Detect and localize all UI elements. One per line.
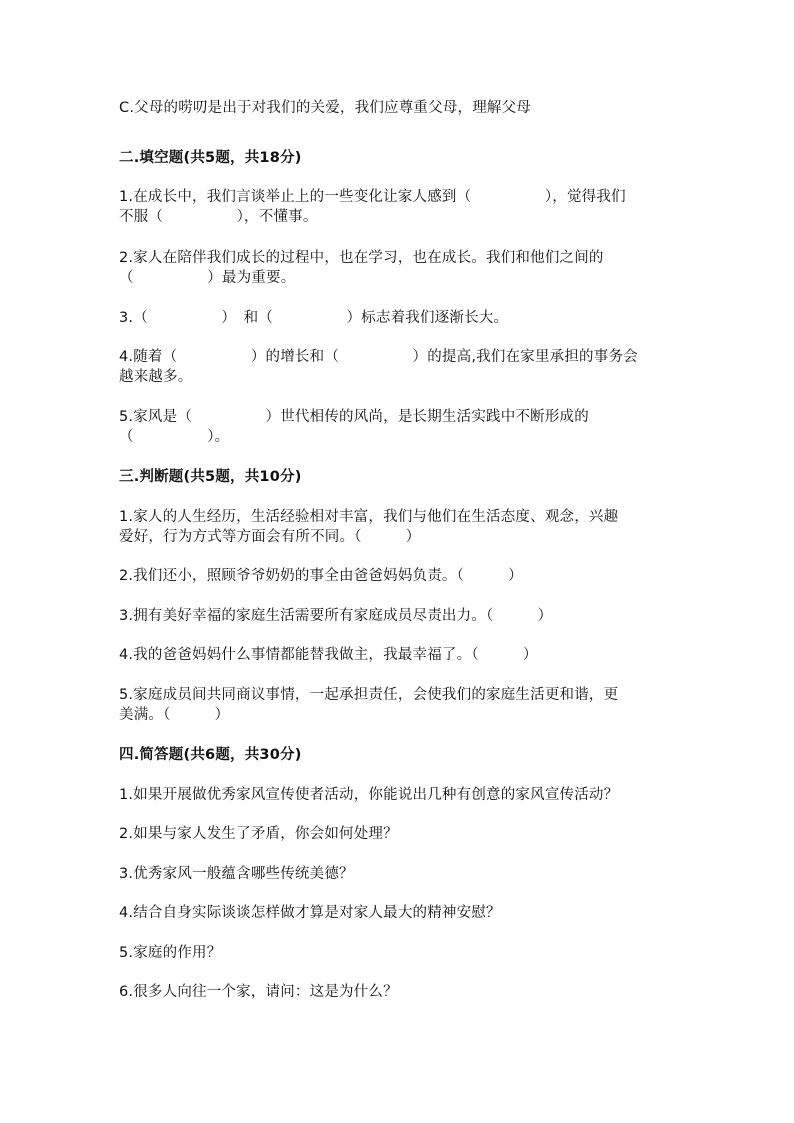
judge-q5-line1: 5.家庭成员间共同商议事情，一起承担责任，会使我们的家庭生活更和谐，更 bbox=[119, 687, 619, 703]
judge-q2-line1: 2.我们还小，照顾爷爷奶奶的事全由爸爸妈妈负责。（ ） bbox=[119, 568, 523, 584]
fill-q4-line1: 4.随着（ ）的增长和（ ）的提高,我们在家里承担的事务会 bbox=[119, 349, 638, 365]
fill-q2-line2: （ ）最为重要。 bbox=[119, 270, 296, 286]
short-q1: 1.如果开展做优秀家风宣传使者活动，你能说出几种有创意的家风宣传活动？ bbox=[119, 787, 619, 803]
short-q2: 2.如果与家人发生了矛盾，你会如何处理？ bbox=[119, 826, 398, 842]
short-q4: 4.结合自身实际谈谈怎样做才算是对家人最大的精神安慰？ bbox=[119, 905, 501, 921]
fill-q4-line2: 越来越多。 bbox=[119, 369, 193, 385]
section3-title: 三.判断题(共5题，共10分) bbox=[119, 469, 302, 485]
fill-q1-line2: 不服（ ），不懂事。 bbox=[119, 209, 318, 225]
option-c: C.父母的唠叨是出于对我们的关爱，我们应尊重父母，理解父母 bbox=[119, 100, 532, 116]
section4-title: 四.简答题(共6题，共30分) bbox=[119, 747, 302, 763]
judge-q5-line2: 美满。（ ） bbox=[119, 707, 230, 723]
section2-title: 二.填空题(共5题，共18分) bbox=[119, 150, 302, 166]
fill-q3-line1: 3.（ ） 和（ ）标志着我们逐渐长大。 bbox=[119, 310, 509, 326]
judge-q1-line1: 1.家人的人生经历，生活经验相对丰富，我们与他们在生活态度、观念，兴趣 bbox=[119, 509, 619, 525]
judge-q1-line2: 爱好，行为方式等方面会有所不同。（ ） bbox=[119, 529, 421, 545]
fill-q5-line1: 5.家风是（ ）世代相传的风尚，是长期生活实践中不断形成的 bbox=[119, 409, 589, 425]
judge-q4-line1: 4.我的爸爸妈妈什么事情都能替我做主，我最幸福了。（ ） bbox=[119, 647, 538, 663]
fill-q2-line1: 2.家人在陪伴我们成长的过程中，也在学习，也在成长。我们和他们之间的 bbox=[119, 250, 604, 266]
judge-q3-line1: 3.拥有美好幸福的家庭生活需要所有家庭成员尽责出力。（ ） bbox=[119, 608, 553, 624]
short-q5: 5.家庭的作用？ bbox=[119, 945, 222, 961]
fill-q5-line2: （ ）。 bbox=[119, 429, 230, 445]
short-q6: 6.很多人向往一个家，请问：这是为什么？ bbox=[119, 984, 398, 1000]
short-q3: 3.优秀家风一般蕴含哪些传统美德？ bbox=[119, 866, 354, 882]
fill-q1-line1: 1.在成长中，我们言谈举止上的一些变化让家人感到（ ），觉得我们 bbox=[119, 189, 626, 205]
